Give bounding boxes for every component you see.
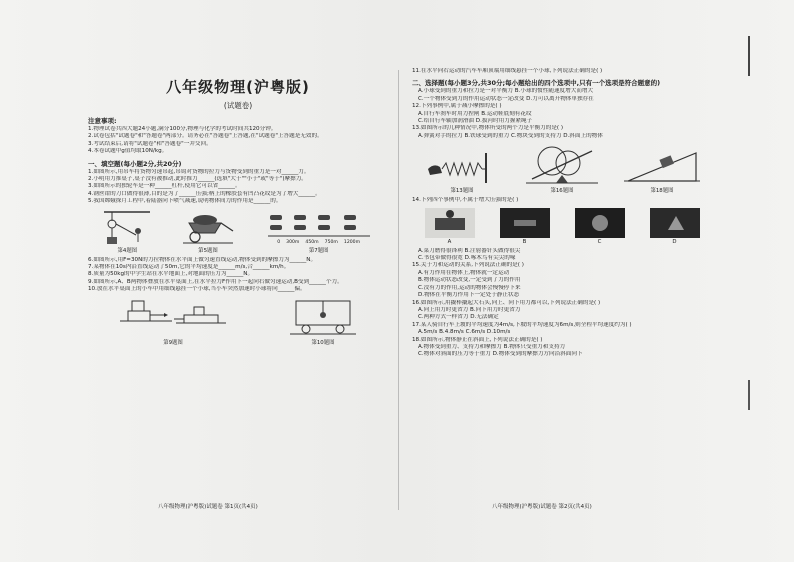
wheelbarrow-diagram: [181, 209, 235, 245]
option-line: A.自行车刹车时用力捏闸 B.运动鞋底刻有花纹: [418, 110, 532, 117]
question-line: 17.某人骑自行车上坡的平均速度为4m/s,下坡的平均速度为6m/s,则全程平均速度约为( ): [412, 321, 632, 328]
question-line: 11.在水平向右运动的汽车车厢顶端用细线悬挂一个小球,下列说法正确的是( ): [412, 68, 603, 74]
tick-label: 1200m: [343, 239, 361, 245]
exam-subtitle: (试题卷): [223, 101, 253, 110]
figure-5: [181, 209, 235, 254]
question-line: 5.我国嫦娥探月工程中,着陆器向下喷气减速,说明物体间力的作用是______的。: [88, 198, 282, 205]
option-line: D.物体在平衡力作用下一定处于静止状态: [418, 292, 520, 299]
option-line: A.物体受到重力、支持力和摩擦力 B.物体只受重力和支持力: [418, 343, 566, 350]
pulley-diagram: [102, 209, 152, 245]
tick-label: 750m: [324, 239, 338, 245]
option-line: C.一个物体受到力的作用运动状态一定改变 D.力可以离开物体单独存在: [418, 95, 594, 102]
option-line: C.给自行车轴加润滑油 D.拔河时用力握紧绳子: [418, 118, 533, 125]
photo-image: [425, 208, 475, 238]
question-line: 3.如图所示的独轮车是一种______杠杆,使用它可以省______。: [88, 183, 241, 190]
figure-caption: 第4题图: [117, 247, 138, 254]
option-line: C.两种方式一样省力 D.无法确定: [418, 314, 499, 321]
photo-b: [500, 208, 550, 245]
photo-a: [425, 208, 475, 245]
figure-4: [102, 209, 152, 254]
section-heading: 二、选择题(每小题3分,共30分;每小题给出的四个选项中,只有一个选项是符合题意的): [412, 79, 661, 88]
option-line: A.小球受到的重力和拉力是一对平衡力 B.小球的惯性随速度增大而增大: [418, 88, 594, 95]
figure-caption: 第16题图: [550, 188, 574, 195]
question-line: 18.如图所示,物体静止在斜面上,下列说法正确的是( ): [412, 336, 543, 343]
section-heading: 一、填空题(每小题2分,共20分): [88, 159, 182, 168]
photo-image: [500, 208, 550, 238]
option-line: C.书包带做得很宽 D.啄木鸟有尖尖的喙: [418, 255, 516, 262]
photo-d: [650, 208, 700, 245]
note-line: 2.试卷包括"试题卷"和"答题卷"两部分。请务必在"答题卷"上答题,在"试题卷"上答题是无效的。: [88, 133, 323, 140]
tick-label: 300m: [286, 239, 300, 245]
question-line: 9.如图所示,A、B两物体叠放在水平桌面上,在水平拉力F作用下一起向右做匀速运动,B受到______个力。: [88, 278, 343, 285]
distance-labels: [277, 240, 360, 245]
incline-diagram: [622, 143, 702, 185]
spring-diagram: [422, 143, 502, 185]
figure-9: [118, 297, 228, 346]
figure-row: [412, 208, 712, 245]
page-footer: 八年级物理(沪粤版)试题卷 第1页(共4页): [158, 504, 258, 510]
question-line: 6.如图所示,用F=30N的力拉物体在水平面上做匀速直线运动,物体受到的摩擦力为______N。: [88, 256, 317, 263]
option-line: B.物体运动状态改变,一定受到了力的作用: [418, 277, 521, 284]
option-line: A.向上用力时更省力 B.向下用力时更省力: [418, 306, 521, 313]
figure-16: [522, 143, 602, 194]
notes-heading: 注意事项:: [88, 117, 117, 125]
figure-caption: 第18题图: [650, 188, 674, 195]
figure-caption: 第7题图: [308, 247, 329, 254]
option-line: C.没有力的作用,运动的物体会慢慢停下来: [418, 284, 521, 291]
tick-label: 0: [277, 239, 281, 245]
question-line: 16.如图所示,用撬棒撬起大石头,向上、向下用力都可以,下列说法正确的是( ): [412, 299, 601, 306]
question-line: 8.质量为50kg的中学生站在水平地面上,对地面的压力为______N。: [88, 271, 254, 278]
option-line: A.有力作用在物体上,物体就一定运动: [418, 269, 510, 276]
figure-7: [264, 212, 374, 254]
option-line: A.弹簧对手的拉力 B.铁球受到的重力 C.物块受到的支持力 D.斜面上的物体: [418, 132, 603, 139]
question-line: 12.下列事例中,属于减小摩擦的是( ): [412, 103, 502, 110]
question-line: 4.钢丝钳的刀口做得很薄,目的是为了______压强;柄上的橡胶套有凹凸花纹是为了增大______。: [88, 190, 321, 197]
photo-image: [575, 208, 625, 238]
photo-image: [650, 208, 700, 238]
option-line: C.物体对斜面的压力等于重力 D.物体受到的摩擦力方向沿斜面向下: [418, 351, 583, 358]
scan-mark: [748, 380, 750, 410]
question-line: 2.小明用力推桌子,桌子没有被推动,此时推力______(选填"大于""小于"或"等于")摩擦力。: [88, 176, 307, 183]
question-line: 14.下列四个事例中,不属于增大压强的是( ): [412, 197, 519, 204]
page-divider: [398, 70, 399, 510]
question-line: 13.如图所示的几种情况中,物体所受的两个力是平衡力的是( ): [412, 125, 564, 132]
option-line: A.菜刀磨得很锋利 B.注射器针头做得很尖: [418, 247, 521, 254]
question-line: 1.如图所示,用吊车将货物匀速吊起,吊钩对货物的拉力与货物受到的重力是一对______力。: [88, 168, 310, 175]
cart-pendulum-diagram: [288, 297, 358, 337]
exam-title: 八年级物理(沪粤版): [166, 78, 310, 96]
note-line: 4.本卷试题中g值均取10N/kg。: [88, 148, 168, 155]
figure-row: [88, 209, 388, 254]
figure-caption: 第5题图: [198, 247, 218, 254]
figure-caption: 第13题图: [450, 188, 474, 195]
figure-row: [88, 297, 388, 346]
figure-18: [622, 143, 702, 194]
note-line: 3.考试结束后,请将"试题卷"和"答题卷"一并交回。: [88, 140, 212, 147]
figure-13: [422, 143, 502, 194]
blocks-diagram: [118, 297, 228, 337]
right-page: [412, 62, 712, 514]
tick-label: 450m: [305, 239, 319, 245]
lever-diagram: [522, 143, 602, 185]
figure-caption: 第10题图: [311, 339, 335, 346]
figure-caption: 第9题图: [163, 339, 183, 346]
figure-10: [288, 297, 358, 346]
left-page: [88, 62, 388, 514]
photo-label: D: [672, 238, 677, 245]
photo-label: A: [447, 238, 452, 245]
question-line: 7.某物体在10s内沿直线运动了50m,它的平均速度是______m/s,合______km/h。: [88, 264, 290, 271]
question-line: 15.关于力和运动的关系,下列说法正确的是( ): [412, 262, 524, 269]
photo-label: C: [597, 238, 602, 245]
note-line: 1.物理试卷共四大题24小题,满分100分,物理与化学的考试时间共120分钟。: [88, 126, 277, 132]
question-line: 10.放在水平桌面上的小车中用细线悬挂一个小球,当小车突然加速时小球将向______偏。: [88, 286, 306, 293]
figure-row: [412, 143, 712, 194]
scan-mark: [748, 36, 750, 76]
photo-c: [575, 208, 625, 245]
page-footer: 八年级物理(沪粤版)试题卷 第2页(共4页): [492, 504, 592, 510]
photo-label: B: [522, 238, 527, 245]
option-line: A.5m/s B.4.8m/s C.6m/s D.10m/s: [418, 329, 511, 336]
